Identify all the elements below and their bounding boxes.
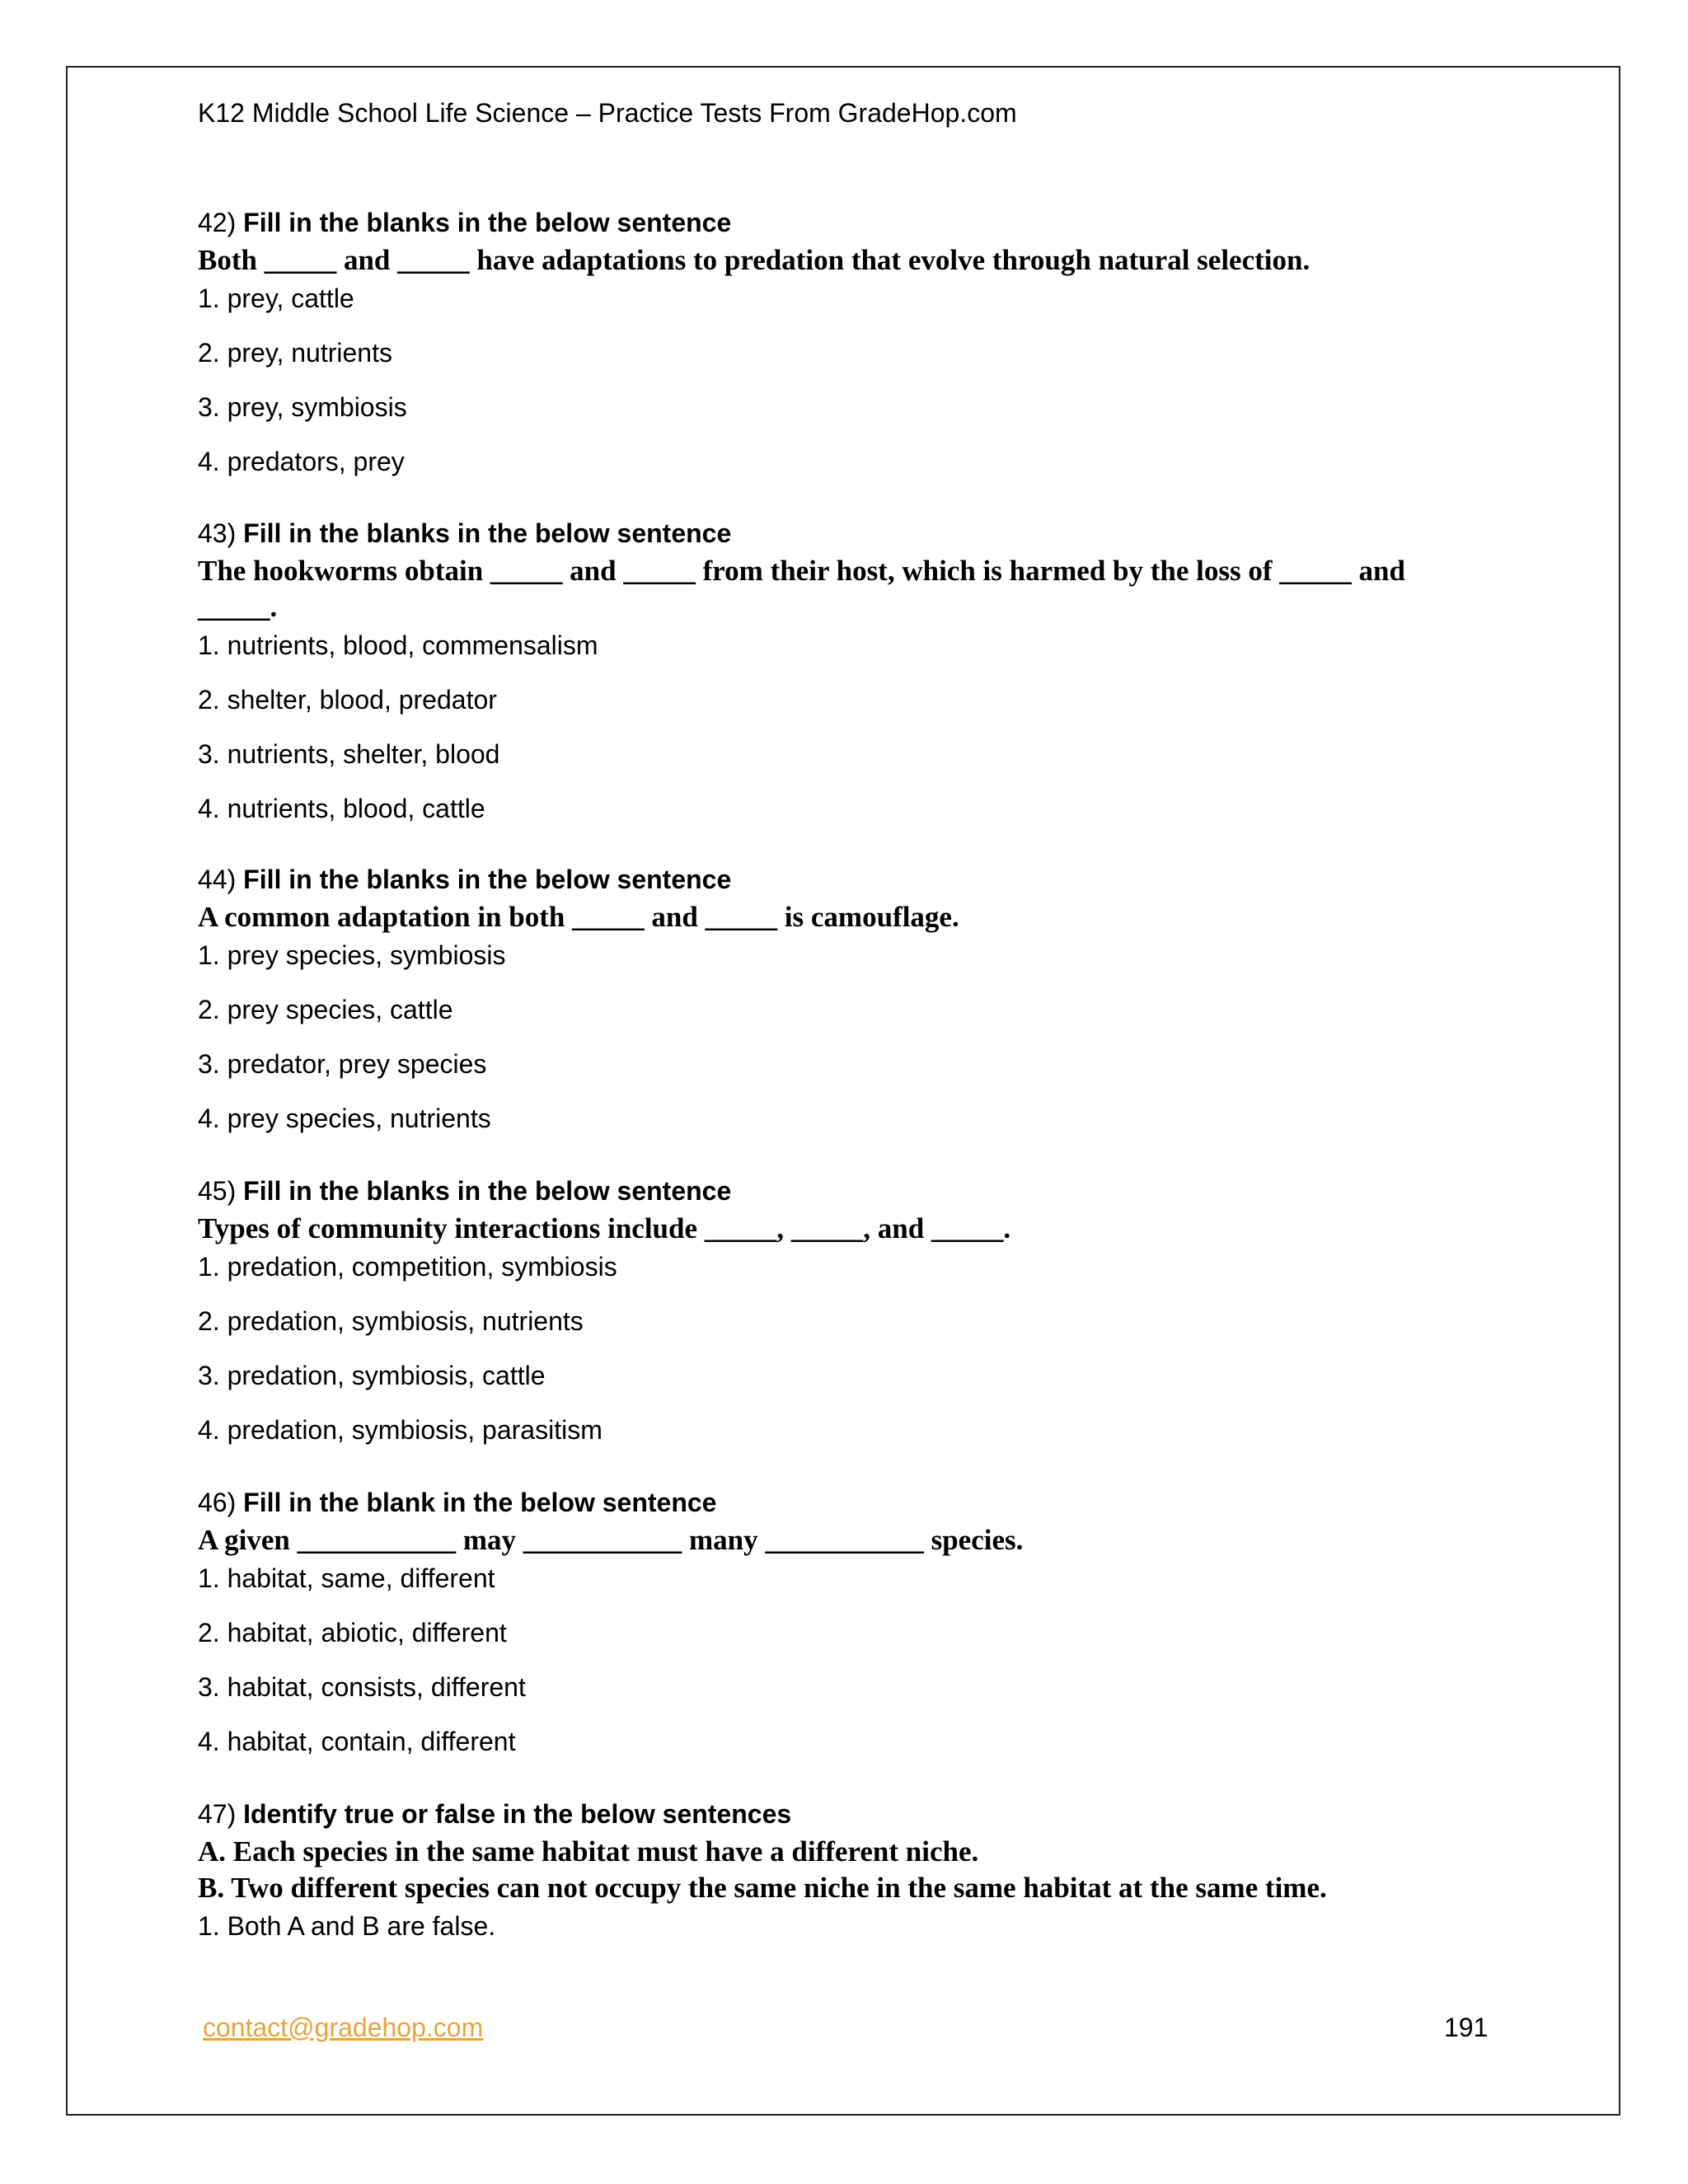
- question-title: Fill in the blanks in the below sentence: [243, 208, 732, 237]
- statement-a: A. Each species in the same habitat must have a different niche.: [198, 1835, 979, 1868]
- question-title: Fill in the blanks in the below sentence: [243, 865, 732, 894]
- option-list: [198, 629, 1500, 846]
- question-number: 43): [198, 518, 237, 548]
- page-number: 191: [1444, 2013, 1489, 2042]
- option-list: [198, 939, 1500, 1156]
- question-sentence: The hookworms obtain _____ and _____ from their host, which is harmed by the loss of _____ and _____.: [198, 555, 1405, 623]
- option-3: 3. predation, symbiosis, cattle: [198, 1361, 546, 1390]
- option-3: 3. prey, symbiosis: [198, 392, 407, 422]
- option-2: 2. prey species, cattle: [198, 995, 453, 1024]
- question-title: Fill in the blanks in the below sentence: [243, 1176, 732, 1206]
- option-2: 2. shelter, blood, predator: [198, 685, 497, 715]
- option-2: 2. predation, symbiosis, nutrients: [198, 1306, 584, 1336]
- question-sentence: Types of community interactions include _____, _____, and _____.: [198, 1212, 1011, 1244]
- question-47: [198, 1797, 1500, 1964]
- option-3: 3. predator, prey species: [198, 1049, 487, 1079]
- option-1: 1. habitat, same, different: [198, 1563, 495, 1593]
- option-1: 1. predation, competition, symbiosis: [198, 1252, 617, 1282]
- option-list: [198, 1562, 1500, 1779]
- option-2: 2. prey, nutrients: [198, 338, 392, 368]
- contact-email-link[interactable]: contact@gradehop.com: [203, 2013, 484, 2042]
- question-44: [198, 863, 1500, 1156]
- option-4: 4. habitat, contain, different: [198, 1727, 516, 1756]
- statement-b: B. Two different species can not occupy the same niche in the same habitat at the same time.: [198, 1872, 1327, 1904]
- question-number: 44): [198, 865, 237, 894]
- question-heading: [198, 863, 1500, 896]
- question-heading: [198, 1486, 1500, 1519]
- page-header: K12 Middle School Life Science – Practice Tests From GradeHop.com: [198, 98, 1017, 128]
- option-1: 1. Both A and B are false.: [198, 1911, 496, 1941]
- option-list: [198, 1250, 1500, 1468]
- option-2: 2. habitat, abiotic, different: [198, 1618, 507, 1647]
- question-46: [198, 1486, 1500, 1779]
- question-title: Identify true or false in the below sentences: [243, 1799, 792, 1829]
- option-3: 3. nutrients, shelter, blood: [198, 739, 500, 769]
- question-number: 47): [198, 1799, 237, 1829]
- option-list: [198, 282, 1500, 499]
- question-sentence: A common adaptation in both _____ and _____ is camouflage.: [198, 901, 959, 933]
- question-43: [198, 517, 1500, 846]
- question-heading: [198, 206, 1500, 239]
- question-sentence: A given ___________ may ___________ many ___________ species.: [198, 1524, 1024, 1556]
- question-heading: [198, 1797, 1500, 1830]
- question-heading: [198, 1174, 1500, 1207]
- option-4: 4. nutrients, blood, cattle: [198, 794, 485, 823]
- option-1: 1. prey, cattle: [198, 284, 354, 313]
- option-list: [198, 1910, 1500, 1964]
- option-4: 4. predation, symbiosis, parasitism: [198, 1415, 603, 1445]
- question-heading: [198, 517, 1500, 550]
- option-4: 4. predators, prey: [198, 447, 405, 476]
- question-title: Fill in the blanks in the below sentence: [243, 518, 732, 548]
- question-number: 42): [198, 208, 237, 237]
- option-1: 1. prey species, symbiosis: [198, 940, 506, 970]
- question-42: [198, 206, 1500, 499]
- question-45: [198, 1174, 1500, 1468]
- question-number: 45): [198, 1176, 237, 1206]
- option-1: 1. nutrients, blood, commensalism: [198, 630, 598, 660]
- question-number: 46): [198, 1488, 237, 1517]
- option-4: 4. prey species, nutrients: [198, 1104, 491, 1133]
- question-title: Fill in the blank in the below sentence: [243, 1488, 717, 1517]
- question-sentence: Both _____ and _____ have adaptations to predation that evolve through natural selection.: [198, 244, 1311, 276]
- option-3: 3. habitat, consists, different: [198, 1672, 526, 1702]
